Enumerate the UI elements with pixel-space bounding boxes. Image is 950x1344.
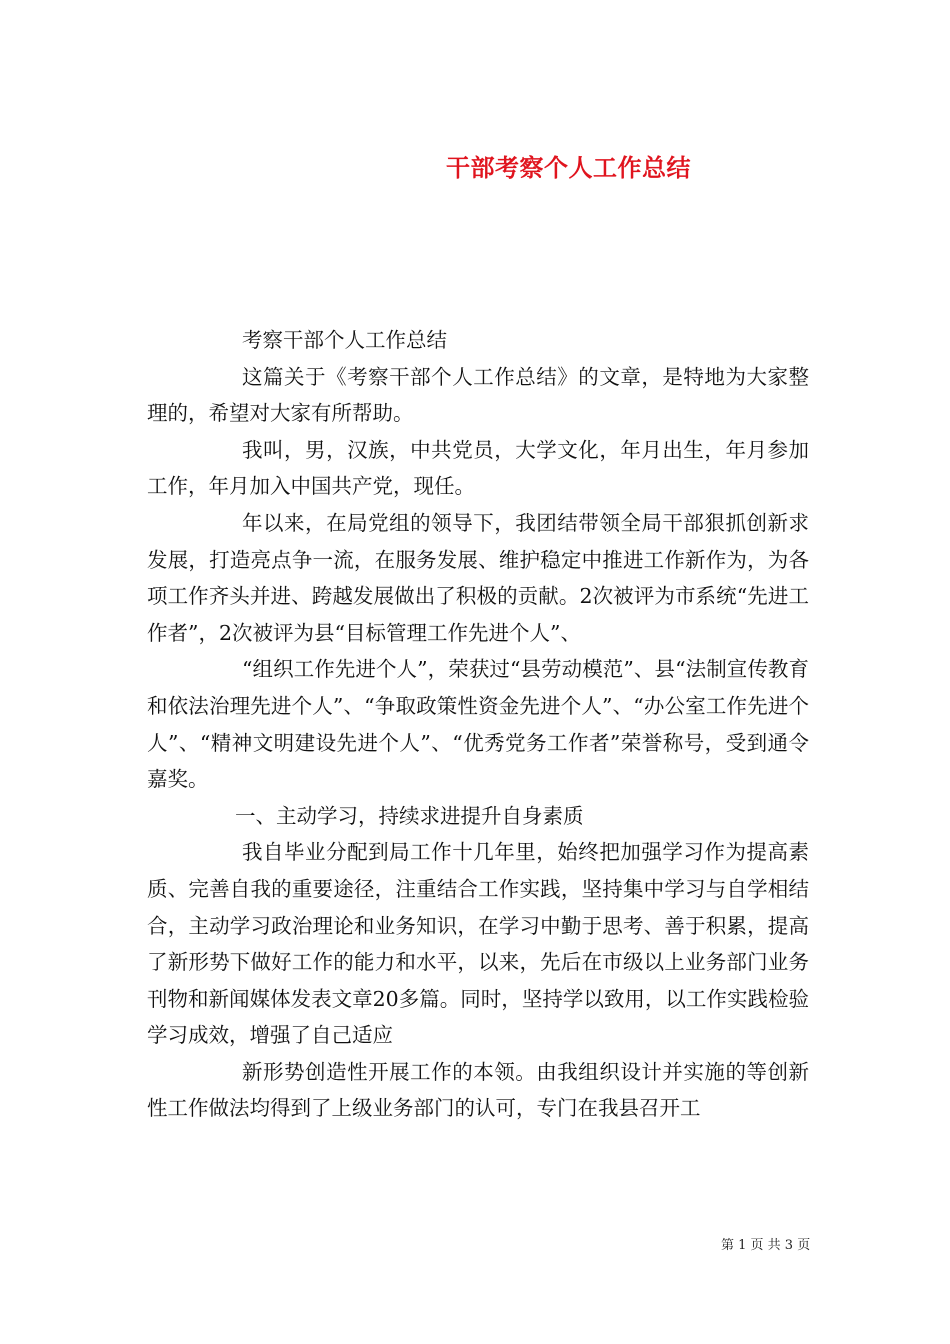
- document-body: [147, 322, 809, 1127]
- paragraph-subtitle: 考察干部个人工作总结: [242, 328, 447, 352]
- paragraph-personal-info: 我叫，男，汉族，中共党员，大学文化，年月出生，年月参加工作，年月加入中国共产党，现任。: [147, 437, 809, 499]
- paragraph-achievements: 年以来，在局党组的领导下，我团结带领全局干部狠抓创新求发展，打造亮点争一流，在服务发展、维护稳定中推进工作新作为，为各项工作齐头并进、跨越发展做出了积极的贡献。2次被评为市系统“先进工作者”，2次被评为县“目标管理工作先进个人”、: [147, 510, 809, 645]
- paragraph-study: 我自毕业分配到局工作十几年里，始终把加强学习作为提高素质、完善自我的重要途径，注重结合工作实践，坚持集中学习与自学相结合，主动学习政治理论和业务知识，在学习中勤于思考、善于积累，提高了新形势下做好工作的能力和水平，以来，先后在市级以上业务部门业务刊物和新闻媒体发表文章20多篇。同时，坚持学以致用，以工作实践检验学习成效，增强了自己适应: [147, 840, 809, 1048]
- page-number-footer: 第 1 页 共 3 页: [721, 1238, 811, 1253]
- document-title: 干部考察个人工作总结: [446, 153, 691, 183]
- paragraph-innovation: 新形势创造性开展工作的本领。由我组织设计并实施的等创新性工作做法均得到了上级业务部门的认可，专门在我县召开工: [147, 1059, 809, 1121]
- section-heading-study: 一、主动学习，持续求进提升自身素质: [235, 803, 584, 828]
- paragraph-honors: “组织工作先进个人”，荣获过“县劳动模范”、县“法制宣传教育和依法治理先进个人”、“争取政策性资金先进个人”、“办公室工作先进个人”、“精神文明建设先进个人”、“优秀党务工作者”荣誉称号，受到通令嘉奖。: [147, 657, 809, 792]
- paragraph-intro: 这篇关于《考察干部个人工作总结》的文章，是特地为大家整理的，希望对大家有所帮助。: [147, 364, 809, 426]
